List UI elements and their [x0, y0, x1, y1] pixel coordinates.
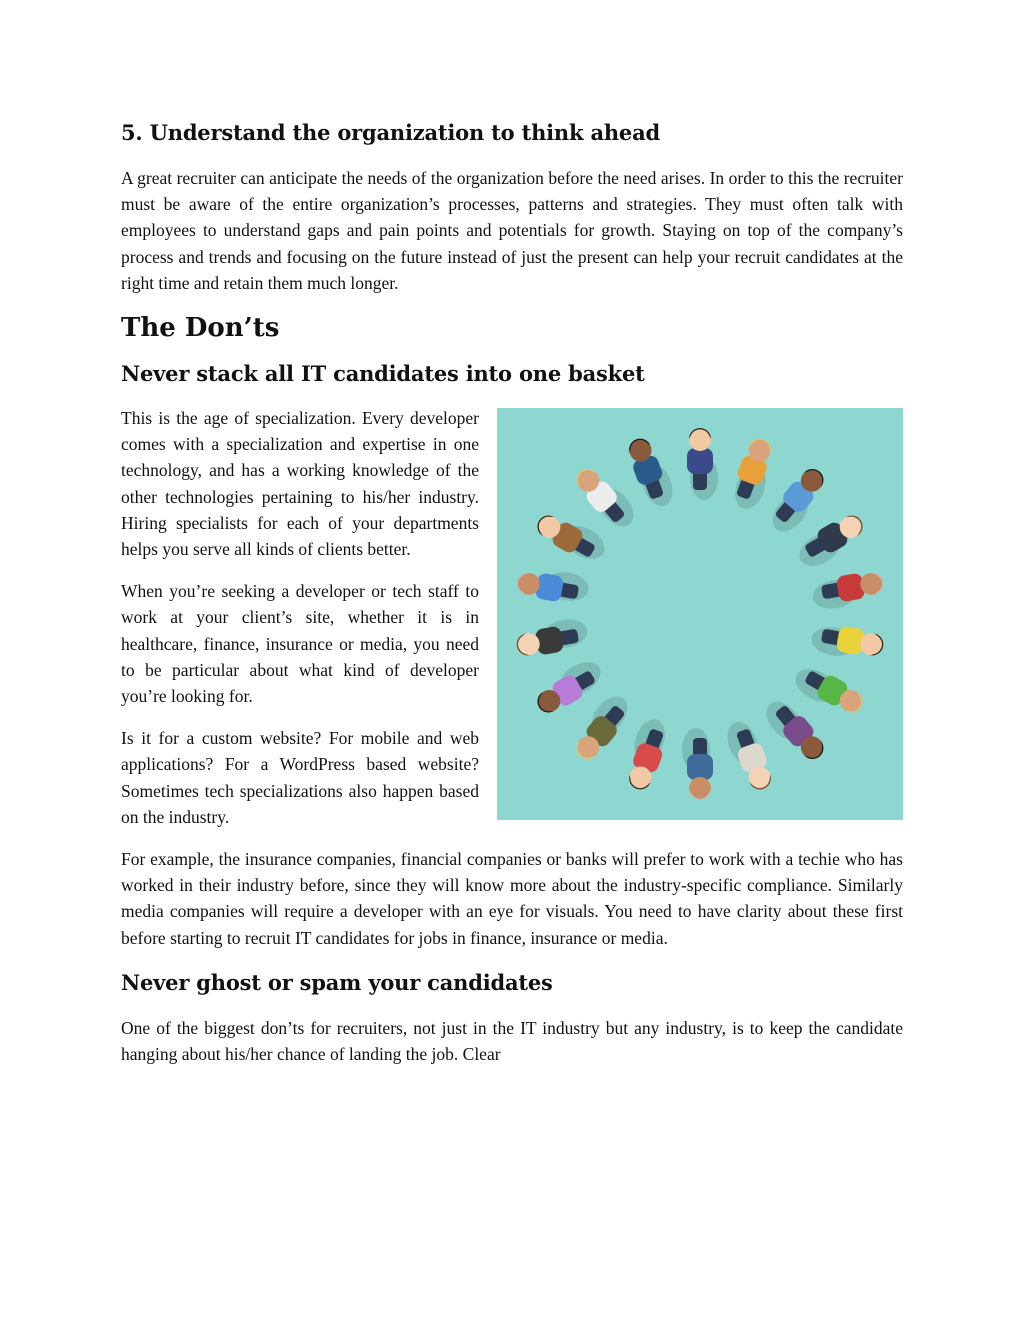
people-circle-photo: [497, 408, 903, 820]
paragraph-custom-website: Is it for a custom website? For mobile and web applications? For a WordPress based website? Sometimes tech specializations also happen based on the industry.: [121, 728, 479, 827]
paragraph-insurance-example: For example, the insurance companies, financial companies or banks will prefer to work with a techie who has worked in their industry before, since they will know more about the industry-specific compliance. Similarly media companies will require a developer with an eye for visuals. You need to have clarity about these first before starting to recruit IT candidates for jobs in finance, insurance or media.: [121, 849, 903, 948]
subheading-never-stack: Never stack all IT candidates into one basket: [121, 361, 645, 387]
paragraph-biggest-donts: One of the biggest don’ts for recruiters, not just in the IT industry but any industry, is to keep the candidate hanging about his/her chance of landing the job. Clear: [121, 1017, 903, 1065]
paragraph-specialization: This is the age of specialization. Every developer comes with a specialization and expertise in one technology, and has a working knowledge of the other technologies pertaining to his/her industry. Hiring specialists for each of your departments helps you serve all kinds of clients better.: [121, 408, 479, 560]
people-circle-illustration: [497, 408, 903, 820]
paragraph-anticipate-needs: A great recruiter can anticipate the needs of the organization before the need arises. In order to this the recruiter must be aware of the entire organization’s processes, patterns and strategies. They must often talk with employees to understand gaps and pain points and potentials for growth. Staying on top of the company’s process and trends and focusing on the future instead of just the present can help your recruit candidates at the right time and retain them much longer.: [121, 168, 903, 293]
page-content: [121, 118, 903, 1067]
section-heading-understand-organization: 5. Understand the organization to think ahead: [121, 120, 660, 145]
paragraph-seeking-developer: When you’re seeking a developer or tech staff to work at your client’s site, whether it is in healthcare, finance, insurance or media, you need to be particular about what kind of developer you’re looking for.: [121, 581, 479, 707]
section-heading-donts: The Don’ts: [121, 313, 280, 344]
subheading-never-ghost: Never ghost or spam your candidates: [121, 969, 553, 995]
